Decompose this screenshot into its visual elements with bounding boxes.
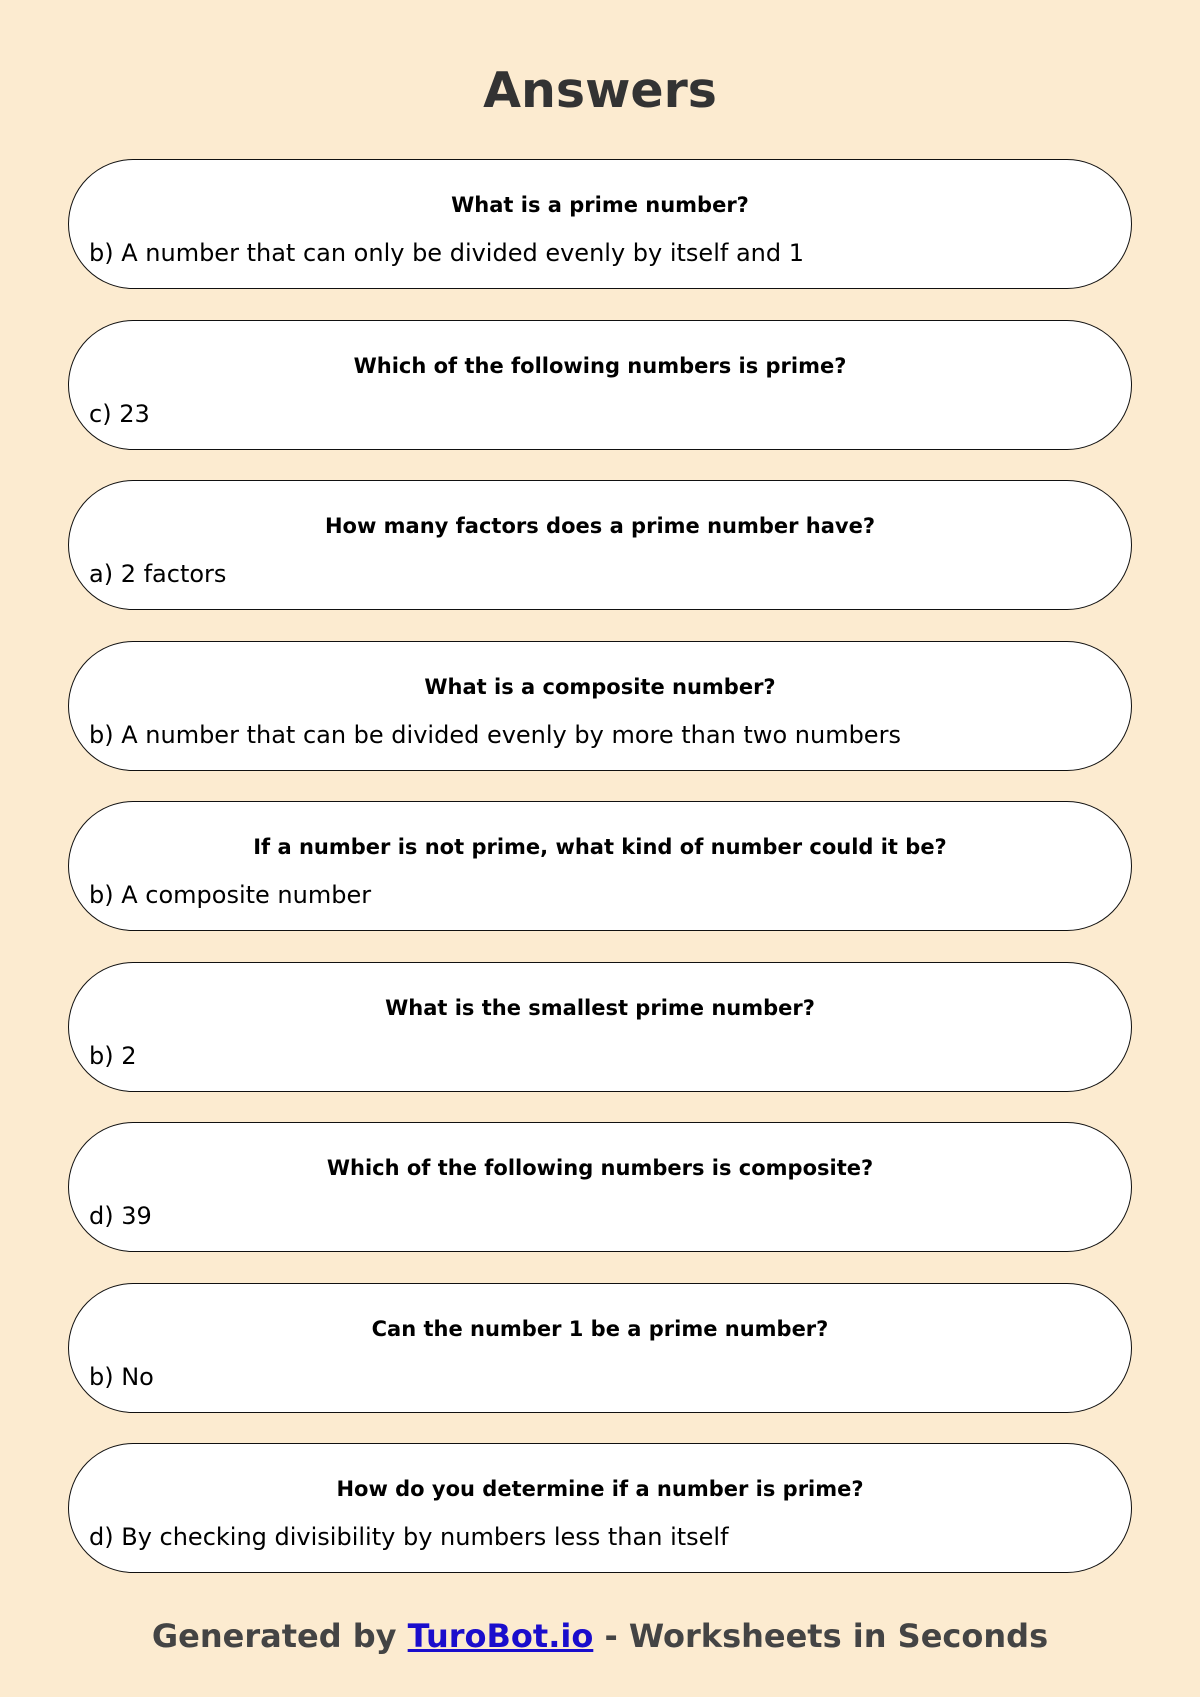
turobot-link[interactable]: TuroBot.io	[407, 1617, 594, 1655]
answer-text: b) A composite number	[89, 881, 372, 909]
answer-text: a) 2 factors	[89, 560, 227, 588]
question-text: Which of the following numbers is prime?	[353, 353, 847, 378]
answer-card	[68, 1283, 1132, 1413]
question-text: If a number is not prime, what kind of number could it be?	[253, 835, 947, 859]
answer-text: b) A number that can be divided evenly by more than two numbers	[89, 720, 901, 749]
answer-card	[68, 1122, 1132, 1252]
footer	[0, 1617, 1200, 1655]
answer-card	[68, 320, 1132, 450]
footer-suffix: - Worksheets in Seconds	[593, 1617, 1049, 1655]
answer-card	[68, 480, 1132, 610]
answer-card	[68, 159, 1132, 289]
question-text: What is a prime number?	[451, 193, 749, 217]
answer-card	[68, 1443, 1132, 1573]
answer-list	[68, 159, 1132, 1604]
question-text: How do you determine if a number is prime?	[336, 1477, 864, 1501]
question-text: What is the smallest prime number?	[385, 995, 815, 1020]
answer-card	[68, 962, 1132, 1092]
answer-text: d) 39	[89, 1202, 152, 1230]
answer-text: b) No	[89, 1362, 154, 1391]
answer-text: c) 23	[89, 399, 150, 428]
question-text: Can the number 1 be a prime number?	[371, 1316, 829, 1341]
question-text: Which of the following numbers is composite?	[326, 1156, 874, 1180]
page-title: Answers	[483, 62, 717, 119]
answer-text: d) By checking divisibility by numbers less than itself	[89, 1523, 729, 1551]
answer-card	[68, 641, 1132, 771]
answer-text: b) 2	[89, 1041, 137, 1070]
answer-text: b) A number that can only be divided evenly by itself and 1	[89, 239, 804, 267]
answer-card	[68, 801, 1132, 931]
question-text: How many factors does a prime number have?	[324, 514, 876, 538]
question-text: What is a composite number?	[424, 674, 776, 699]
footer-prefix: Generated by	[151, 1617, 408, 1655]
